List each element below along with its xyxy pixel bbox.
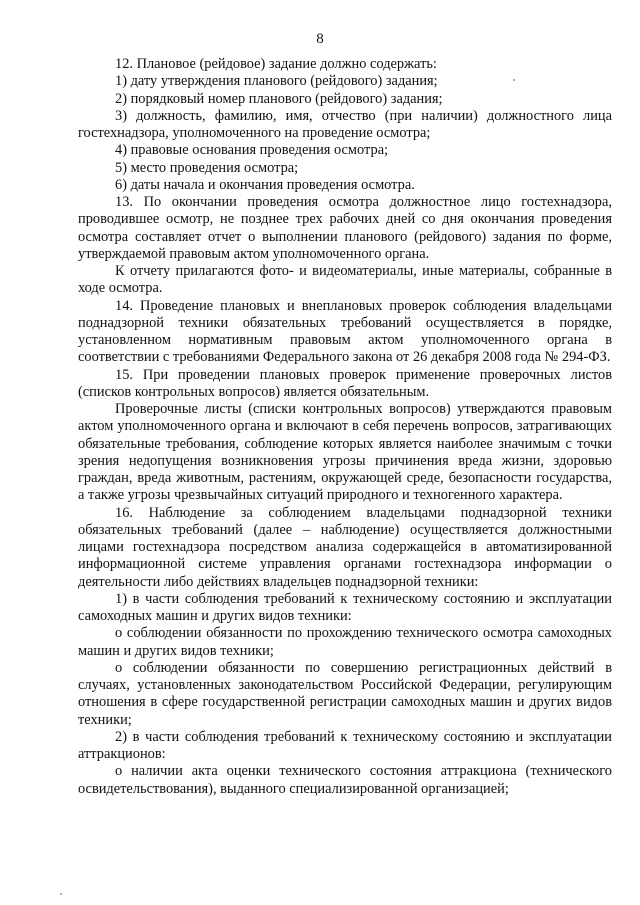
paragraph-16: 16. Наблюдение за соблюдением владельцами поднадзорной техники обязательных требований (далее – наблюдение) осуществляется должностными лицами гостехнадзора посредством анализа содержащейся в автоматизированной информационной системе управления органами гостехнадзора информации о деятельности либо действиях владельцев поднадзорной техники: bbox=[78, 504, 612, 590]
list-item-4: 4) правовые основания проведения осмотра; bbox=[115, 142, 389, 159]
paragraph-12: 12. Плановое (рейдовое) задание должно содержать: bbox=[115, 56, 437, 72]
list-item-6: 6) даты начала и окончания проведения осмотра. bbox=[115, 176, 415, 193]
paragraph-report-attachments: К отчету прилагаются фото- и видеоматериалы, иные материалы, собранные в ходе осмотра. bbox=[78, 263, 612, 297]
scan-speck bbox=[60, 893, 62, 895]
subitem-16-1-registration: о соблюдении обязанности по совершению регистрационных действий в случаях, установленных законодательством Российской Федерации, регулирующим отношения в сфере государственной регистрации самоходных машин и других видов техники; bbox=[78, 659, 612, 728]
list-item-1: 1) дату утверждения планового (рейдового) задания; bbox=[115, 73, 438, 90]
paragraph-14: 14. Проведение плановых и внеплановых проверок соблюдения владельцами поднадзорной техники обязательных требований осуществляется в порядке, установленном нормативным правовым актом уполномоченного органа в соответствии с требованиями Федерального закона от 26 декабря 2008 года № 294-ФЗ. bbox=[78, 297, 612, 366]
subitem-16-2: 2) в части соблюдения требований к техническому состоянию и эксплуатации аттракционов: bbox=[78, 728, 612, 762]
subitem-16-1-inspection: о соблюдении обязанности по прохождению технического осмотра самоходных машин и других видов техники; bbox=[78, 625, 612, 659]
list-item-3: 3) должность, фамилию, имя, отчество (при наличии) должностного лица гостехнадзора, уполномоченного на проведение осмотра; bbox=[78, 107, 612, 141]
subitem-16-1: 1) в части соблюдения требований к техническому состоянию и эксплуатации самоходных машин и других видов техники: bbox=[78, 590, 612, 624]
page-number: 8 bbox=[316, 31, 324, 47]
paragraph-15: 15. При проведении плановых проверок применение проверочных листов (списков контрольных вопросов) является обязательным. bbox=[78, 366, 612, 400]
paragraph-13: 13. По окончании проведения осмотра должностное лицо гостехнадзора, проводившее осмотр, не позднее трех рабочих дней со дня окончания проведения осмотра составляет отчет о выполнении планового (рейдового) задания по форме, утверждаемой правовым актом уполномоченного органа. bbox=[78, 194, 612, 262]
scan-speck bbox=[513, 79, 515, 81]
subitem-16-2-act: о наличии акта оценки технического состояния аттракциона (технического освидетельствования), выданного специализированной организацией; bbox=[78, 763, 612, 797]
list-item-2: 2) порядковый номер планового (рейдового) задания; bbox=[115, 90, 443, 107]
document-body bbox=[78, 56, 612, 798]
paragraph-checklists: Проверочные листы (списки контрольных вопросов) утверждаются правовым актом уполномоченного органа и включают в себя перечень вопросов, затрагивающих обязательные требования, соблюдение которых является наиболее значимым с точки зрения недопущения возникновения угрозы причинения вреда жизни, здоровью граждан, вреда животным, растениям, окружающей среде, безопасности государства, а также угрозы чрезвычайных ситуаций природного и техногенного характера. bbox=[78, 401, 612, 504]
list-item-5: 5) место проведения осмотра; bbox=[115, 159, 299, 176]
